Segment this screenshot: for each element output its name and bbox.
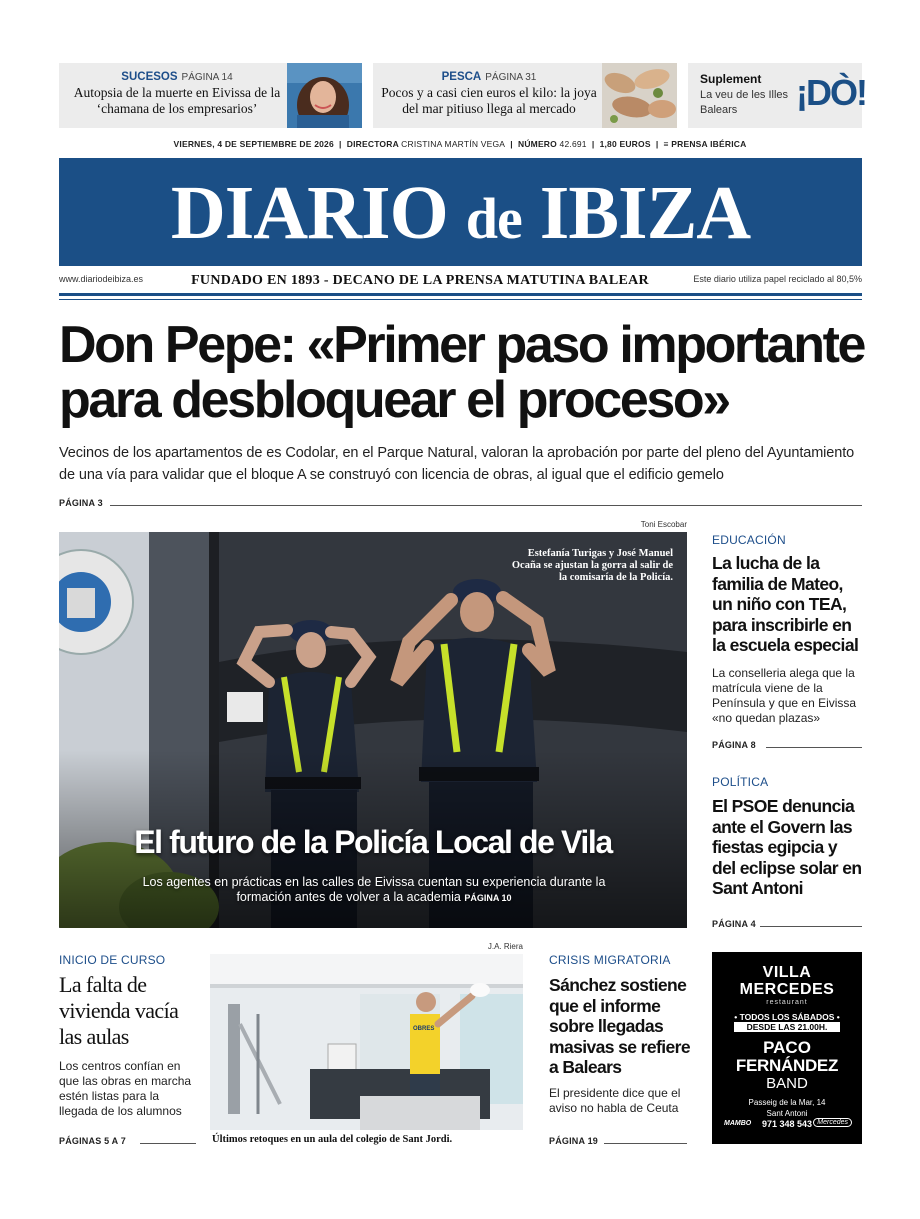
ad-artist-2: FERNÁNDEZ xyxy=(735,1056,839,1075)
story-vivienda-rule xyxy=(140,1143,196,1144)
founded-line: FUNDADO EN 1893 - DECANO DE LA PRENSA MATUTINA BALEAR xyxy=(191,273,649,288)
main-photo-headline[interactable]: El futuro de la Policía Local de Vila xyxy=(134,824,612,860)
story-migracion-headline[interactable]: Sánchez sostiene que el informe sobre llegadas masivas se refiere a Balears xyxy=(549,975,690,1077)
classroom-photo[interactable] xyxy=(210,954,523,1130)
police-officers-photo xyxy=(59,532,687,928)
recycled-paper-note: Este diario utiliza papel reciclado al 80,5% xyxy=(693,274,862,284)
ad-schedule-2: DESDE LAS 21.00H. xyxy=(734,1022,840,1032)
main-photo-dek: Los agentes en prácticas en las calles de Eivissa cuentan su experiencia durante la formación antes de volver a la academia PÁGINA 10 xyxy=(142,875,606,904)
ad-sponsor-right: Mercedes xyxy=(813,1118,852,1127)
classroom-photo-caption: Últimos retoques en un aula del colegio de Sant Jordi. xyxy=(212,1134,453,1145)
story-educacion-rule xyxy=(766,747,862,748)
masthead-logo: DIARIO de IBIZA xyxy=(170,171,751,255)
masthead[interactable] xyxy=(59,158,862,266)
story-educacion-page-ref[interactable]: PÁGINA 8 xyxy=(712,740,756,750)
main-photo[interactable] xyxy=(59,532,687,928)
website[interactable]: www.diariodeibiza.es xyxy=(59,274,144,284)
teaser-sucesos[interactable] xyxy=(59,63,362,128)
photo-credit-main: Toni Escobar xyxy=(640,520,687,529)
lead-page-ref[interactable]: PÁGINA 3 xyxy=(59,498,103,508)
kicker-crisis-migratoria: CRISIS MIGRATORIA xyxy=(549,953,671,967)
story-educacion-dek: La conselleria alega que la matrícula viene de la Península y que en Eivissa «no quedan plazas» xyxy=(712,666,857,725)
kicker-educacion: EDUCACIÓN xyxy=(712,533,786,547)
story-migracion-page-ref[interactable]: PÁGINA 19 xyxy=(549,1136,598,1146)
lead-dek: Vecinos de los apartamentos de es Codolar, en el Parque Natural, valoran la aprobación por parte del pleno del Ayuntamiento de una vía para validar que el bloque A se construyó con licencia de obras, al igual que el edificio gemelo xyxy=(59,445,855,483)
lead-page-rule xyxy=(110,505,862,506)
issue-number: 42.691 xyxy=(559,139,587,149)
kicker-politica: POLÍTICA xyxy=(712,775,769,789)
teaser-pesca[interactable] xyxy=(373,63,677,128)
main-photo-caption: Estefanía Turigas y José Manuel Ocaña se ajustan la gorra al salir de la comisaría de la Policía. xyxy=(511,548,673,583)
dateline: VIERNES, 4 DE SEPTIEMBRE DE 2026 | DIRECTORA CRISTINA MARTÍN VEGA | NÚMERO 42.691 | 1,80 EUROS | ≡ PRENSA IBÉRICA xyxy=(173,139,747,149)
ad-sponsor-left: MAMBO xyxy=(724,1120,752,1127)
ad-artist-1: PACO xyxy=(763,1038,811,1057)
supplement-label: Suplement xyxy=(700,72,762,86)
teaser-page: PÁGINA 31 xyxy=(485,72,537,83)
ad-address-2: Sant Antoni xyxy=(766,1109,808,1118)
advertisement-villa-mercedes[interactable] xyxy=(712,952,862,1144)
edition-date: VIERNES, 4 DE SEPTIEMBRE DE 2026 xyxy=(173,139,334,149)
teaser-section: SUCESOS xyxy=(121,71,178,83)
story-vivienda-page-ref[interactable]: PÁGINAS 5 A 7 xyxy=(59,1136,126,1146)
story-politica-page-ref[interactable]: PÁGINA 4 xyxy=(712,919,756,929)
ad-venue-2: MERCEDES xyxy=(739,981,835,998)
story-vivienda-headline[interactable]: La falta de vivienda vacía las aulas xyxy=(59,972,179,1049)
supplement-tagline: La veu de les Illes Balears xyxy=(700,89,789,116)
teaser-photo-fish xyxy=(602,63,677,128)
kicker-inicio-curso: INICIO DE CURSO xyxy=(59,953,166,967)
teaser-headline: Autopsia de la muerte en Eivissa de la ‘chamana de los empresarios’ xyxy=(73,85,281,116)
vest-text: OBRES xyxy=(413,1026,435,1032)
story-educacion-headline[interactable]: La lucha de la familia de Mateo, un niño con TEA, para inscribirle en la escuela especial xyxy=(712,553,859,655)
teaser-page: PÁGINA 14 xyxy=(181,72,233,83)
number-label: NÚMERO xyxy=(517,139,557,149)
ad-artist-3: BAND xyxy=(766,1075,808,1092)
main-photo-page-ref[interactable]: PÁGINA 10 xyxy=(464,893,512,903)
publisher-group: ≡ PRENSA IBÉRICA xyxy=(663,139,747,149)
ad-venue-1: VILLA xyxy=(762,964,812,981)
ad-phone[interactable]: 971 348 543 xyxy=(761,1119,813,1129)
masthead-rule-thick xyxy=(59,293,862,296)
story-politica-headline[interactable]: El PSOE denuncia ante el Govern las fiestas egipcia y del eclipse solar en Sant Antoni xyxy=(712,796,862,898)
director-label: DIRECTORA xyxy=(346,139,399,149)
lead-headline[interactable]: Don Pepe: «Primer paso importante para desbloquear el proceso» xyxy=(59,316,865,429)
teaser-section: PESCA xyxy=(441,71,482,83)
teaser-supplement[interactable] xyxy=(688,63,866,128)
masthead-rule-thin xyxy=(59,299,862,300)
price: 1,80 EUROS xyxy=(599,139,651,149)
story-politica-rule xyxy=(760,926,862,927)
ad-address-1: Passeig de la Mar, 14 xyxy=(748,1098,826,1107)
ad-venue-sub: restaurant xyxy=(766,999,808,1006)
ad-schedule-1: • TODOS LOS SÁBADOS • xyxy=(734,1012,840,1022)
story-vivienda-dek: Los centros confían en que las obras en marcha estén listas para la llegada de los alumnos xyxy=(59,1059,192,1118)
story-migracion-dek: El presidente dice que el aviso no habla de Ceuta xyxy=(549,1086,681,1115)
director-name: CRISTINA MARTÍN VEGA xyxy=(401,139,506,149)
teaser-photo-woman xyxy=(287,63,362,128)
teaser-headline: Pocos y a casi cien euros el kilo: la joya del mar pitiuso llega al mercado xyxy=(381,85,597,116)
supplement-logo: ¡DÒ! xyxy=(796,72,866,113)
story-migracion-rule xyxy=(604,1143,687,1144)
photo-credit-bottom: J.A. Riera xyxy=(487,942,523,951)
